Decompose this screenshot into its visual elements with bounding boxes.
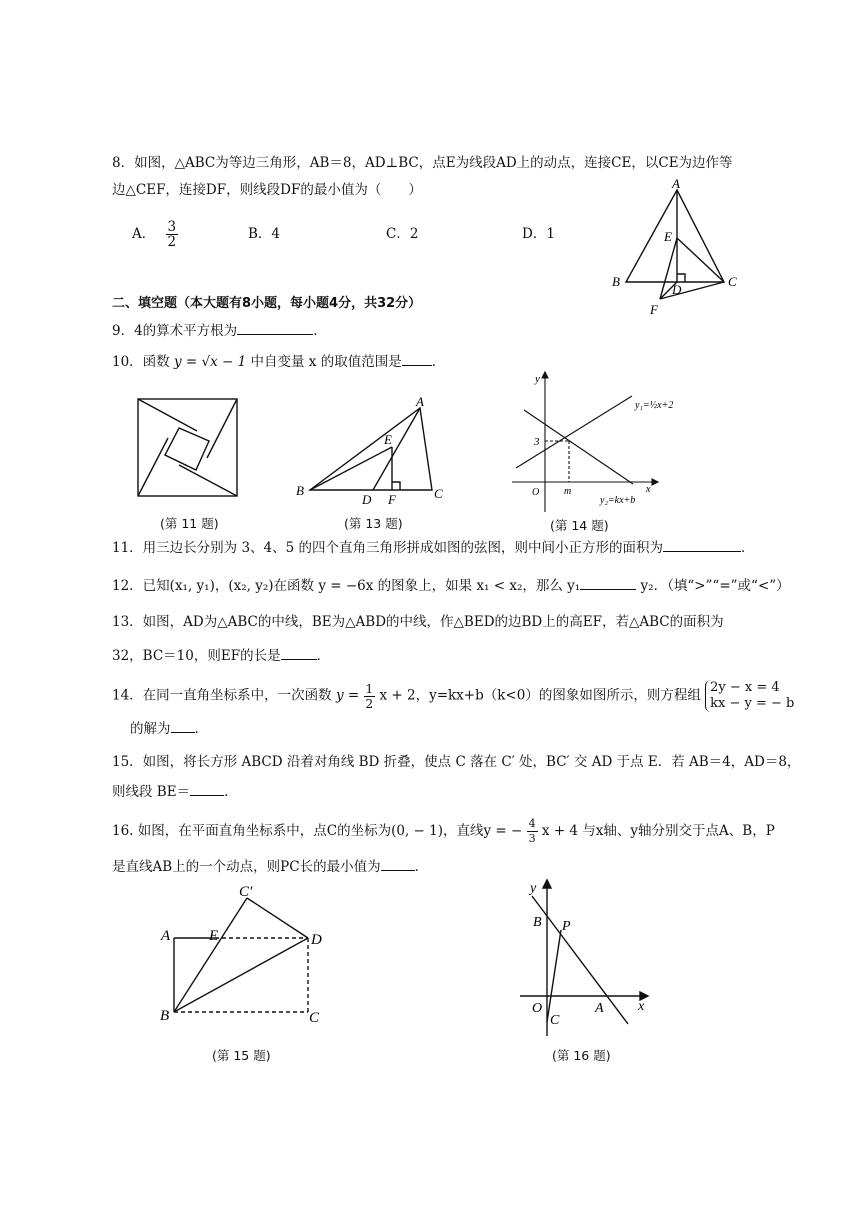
q10-blank[interactable] [402,351,432,366]
q14-label-y1: y₁=½x+2 [635,400,674,411]
q8-line1: 8．如图，△ABC为等边三角形，AB＝8，AD⊥BC，点E为线段AD上的动点，连接CE，以CE为边作等 [112,155,733,171]
q14-caption: (第 14 题) [550,518,609,533]
q16-fraction [527,817,538,846]
q16-frac-num: 4 [528,817,536,830]
choice-d[interactable]: D．1 [522,226,555,242]
q15-label-a: A [161,928,171,944]
q15-label-b: B [160,1008,170,1024]
q14-frac-den: 2 [365,696,374,711]
q12-blank[interactable] [580,575,636,590]
q13-label-a: A [416,394,424,409]
q14-label-y2: y₂=kx+b [600,495,636,506]
q9-line: 9．4的算术平方根为 ． [112,320,327,341]
q14-label-m: m [564,486,572,497]
q13-triangle-figure [292,392,452,507]
q14-text2: 的解为 [130,721,171,737]
q15-label-c: C [309,1010,320,1026]
q16-label-b: B [533,915,542,930]
q16-label-p: P [562,919,571,934]
q15-rectangle-figure [155,882,335,1032]
q16-label-o: O [532,1001,543,1016]
q10-suffix: 中自变量 x 的取值范围是 [250,354,402,370]
q14-label-x: x [646,484,651,495]
choice-a-fraction [166,220,179,249]
q13-label-c: C [434,486,443,501]
q9-blank[interactable] [237,320,313,335]
q16-line2: 是直线AB上的一个动点，则PC长的最小值为 ． [112,856,428,877]
q16-frac-den: 3 [528,832,536,845]
q14-text-a: 14．在同一直角坐标系中，一次函数 [112,687,332,704]
q11-text: 11．用三边长分别为 3、4、5 的四个直角三角形拼成如图的弦图，则中间小正方形的面积为 [112,540,664,556]
q14-eq2: kx − y = − b [710,696,795,711]
q13-line1: 13．如图，AD为△ABC的中线，BE为△ABD的中线，作△BED的边BD上的高EF，若△ABC的面积为 [112,614,724,630]
q14-label-o: O [532,487,540,498]
q16-graph-figure [510,874,670,1044]
q12-text-b: y₂．（填“>”“=”或“<”） [640,578,790,594]
q8-line2: 边△CEF，连接DF，则线段DF的最小值为（ ） [112,182,422,198]
q15-text2: 则线段 BE＝ [112,784,191,800]
q16-caption: (第 16 题) [552,1048,611,1063]
q16-blank[interactable] [381,856,415,871]
q13-label-e: E [384,432,392,447]
q11-line: 11．用三边长分别为 3、4、5 的四个直角三角形拼成如图的弦图，则中间小正方形的面积为 ． [112,537,755,558]
q14-frac-num: 1 [365,681,374,696]
q16-text2: 是直线AB上的一个动点，则PC长的最小值为 [112,859,381,875]
q12-text-a: 12．已知(x₁, y₁)，(x₂, y₂)在函数 y = −6x 的图象上，如果 x₁ < x₂，那么 y₁ [112,578,581,594]
q14-blank[interactable] [171,718,195,733]
q8-label-c: C [728,274,737,289]
q8-label-e: E [664,229,672,244]
q13-blank[interactable] [281,645,317,660]
q10-prefix: 10．函数 [112,354,170,370]
q11-pinwheel-figure [137,398,239,498]
q15-label-cprime: C′ [239,884,253,900]
q16-text-b: x + 4 与x轴、y轴分别交于点A、B，P [541,823,775,839]
q8-label-f: F [650,302,658,317]
q14-label-y: y [535,373,540,385]
choice-c[interactable]: C．2 [386,226,419,242]
q14-line2: 的解为 ． [130,718,208,739]
q15-label-e: E [209,928,219,944]
choice-a-label: A． [132,226,156,242]
q14-line1: 14．在同一直角坐标系中，一次函数 y = $\frac{1}{2}$ x + 2，y=kx+b（k<0）的图象如图所示，则方程组 2y − x = 4 kx − y = − b [112,680,795,711]
q13-label-d: D [362,492,372,507]
q14-graph-figure [508,370,678,515]
q15-blank[interactable] [190,781,224,796]
choice-a[interactable] [132,220,178,249]
q14-fraction [364,682,376,711]
q13-line2: 32，BC＝10，则EF的长是 ． [112,645,330,666]
q15-line1: 15．如图，将长方形 ABCD 沿着对角线 BD 折叠，使点 C 落在 C′ 处，BC′ 交 AD 于点 E．若 AB＝4，AD＝8， [112,754,801,770]
q8-label-a: A [672,176,680,191]
q15-label-d: D [311,932,322,948]
q9-text: 9．4的算术平方根为 [112,323,238,339]
q16-label-x: x [638,999,645,1014]
q16-line1 [112,817,775,846]
q10-line: 10．函数 y = √x − 1 中自变量 x 的取值范围是 ． [112,351,445,372]
q15-line2: 则线段 BE＝ ． [112,781,238,802]
q11-caption: (第 11 题) [160,516,219,531]
q14-equation-system [705,680,794,712]
q13-text2: 32，BC＝10，则EF的长是 [112,648,281,664]
q12-line [112,575,790,596]
q14-eq1: 2y − x = 4 [710,680,780,695]
q15-caption: (第 15 题) [212,1048,271,1063]
q16-label-c: C [550,1013,560,1028]
section-heading: 二、填空题（本大题有8小题，每小题4分，共32分） [112,296,422,311]
q8-label-b: B [612,274,620,289]
q13-label-f: F [388,492,396,507]
q13-label-b: B [296,483,304,498]
choice-a-den: 2 [167,234,177,250]
q13-caption: (第 13 题) [344,516,403,531]
q16-text-a: 16. 如图，在平面直角坐标系中，点C的坐标为(0, − 1)，直线y = − [112,823,523,839]
q14-text-b: x + 2，y=kx+b（k<0）的图象如图所示，则方程组 [379,687,701,704]
q10-formula: y = √x − 1 [173,354,247,370]
q8-triangle-figure [600,178,750,318]
q16-label-a: A [595,1001,604,1016]
q8-label-d: D [672,282,682,297]
q11-blank[interactable] [663,537,741,552]
q16-label-y: y [530,881,537,896]
choice-a-num: 3 [167,219,177,235]
q14-label-3: 3 [534,436,540,448]
choice-b[interactable]: B．4 [248,226,281,242]
